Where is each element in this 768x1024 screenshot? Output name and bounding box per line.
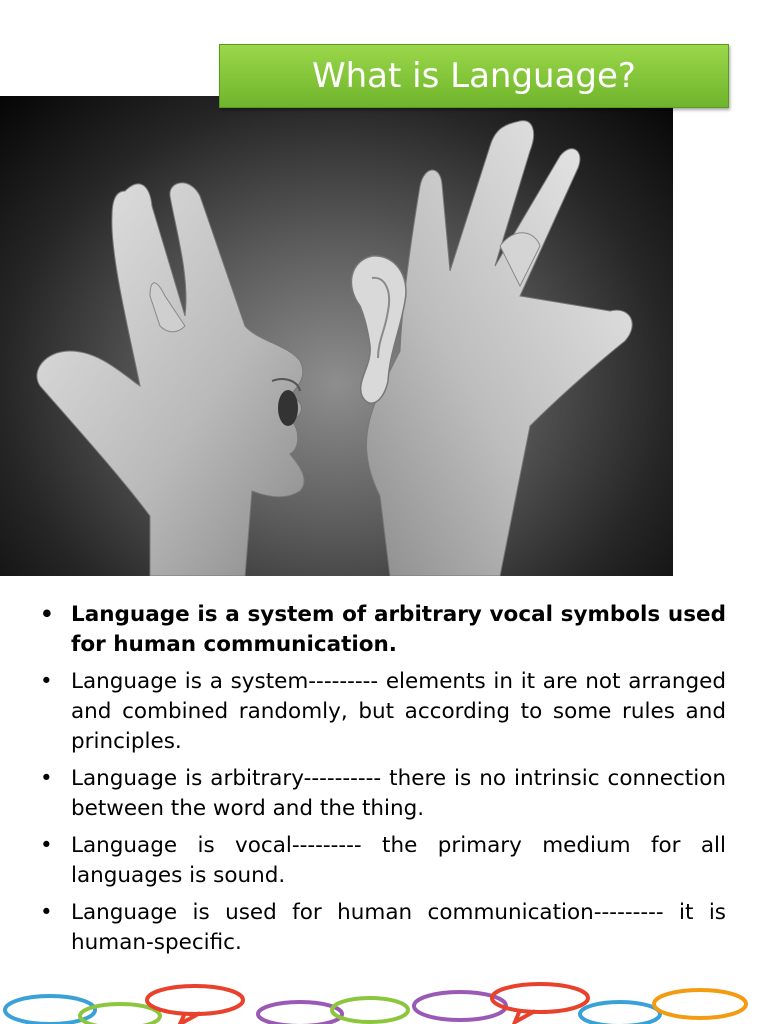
right-hand bbox=[351, 121, 632, 576]
bullet-dot: • bbox=[40, 602, 54, 627]
bullet-dot: • bbox=[40, 766, 53, 791]
speech-bubbles-decoration bbox=[0, 980, 768, 1024]
bullet-text: Language is arbitrary---------- there is no intrinsic connection between the word and the thing. bbox=[71, 766, 726, 821]
bullet-item-5 bbox=[40, 898, 726, 958]
slide-title: What is Language? bbox=[219, 44, 729, 108]
bullet-item-1 bbox=[40, 600, 726, 660]
speech-bubbles-icon bbox=[0, 980, 768, 1024]
bullet-text: Language is used for human communication--------- it is human-specific. bbox=[71, 900, 726, 955]
bullet-text: Language is a system--------- elements in it are not arranged and combined randomly, but according to some rules and principles. bbox=[71, 669, 726, 754]
bullet-dot: • bbox=[40, 669, 53, 694]
talking-hands-photo bbox=[0, 96, 673, 576]
bullet-text: Language is a system of arbitrary vocal symbols used for human communication. bbox=[71, 602, 726, 657]
bullet-item-2 bbox=[40, 667, 726, 757]
left-hand bbox=[37, 183, 304, 576]
bullet-dot: • bbox=[40, 900, 53, 925]
bullet-item-3 bbox=[40, 764, 726, 824]
bullet-text: Language is vocal--------- the primary medium for all languages is sound. bbox=[71, 833, 726, 888]
hands-illustration bbox=[0, 96, 673, 576]
bullet-item-4 bbox=[40, 831, 726, 891]
bullet-list bbox=[40, 600, 726, 965]
bullet-dot: • bbox=[40, 833, 53, 858]
